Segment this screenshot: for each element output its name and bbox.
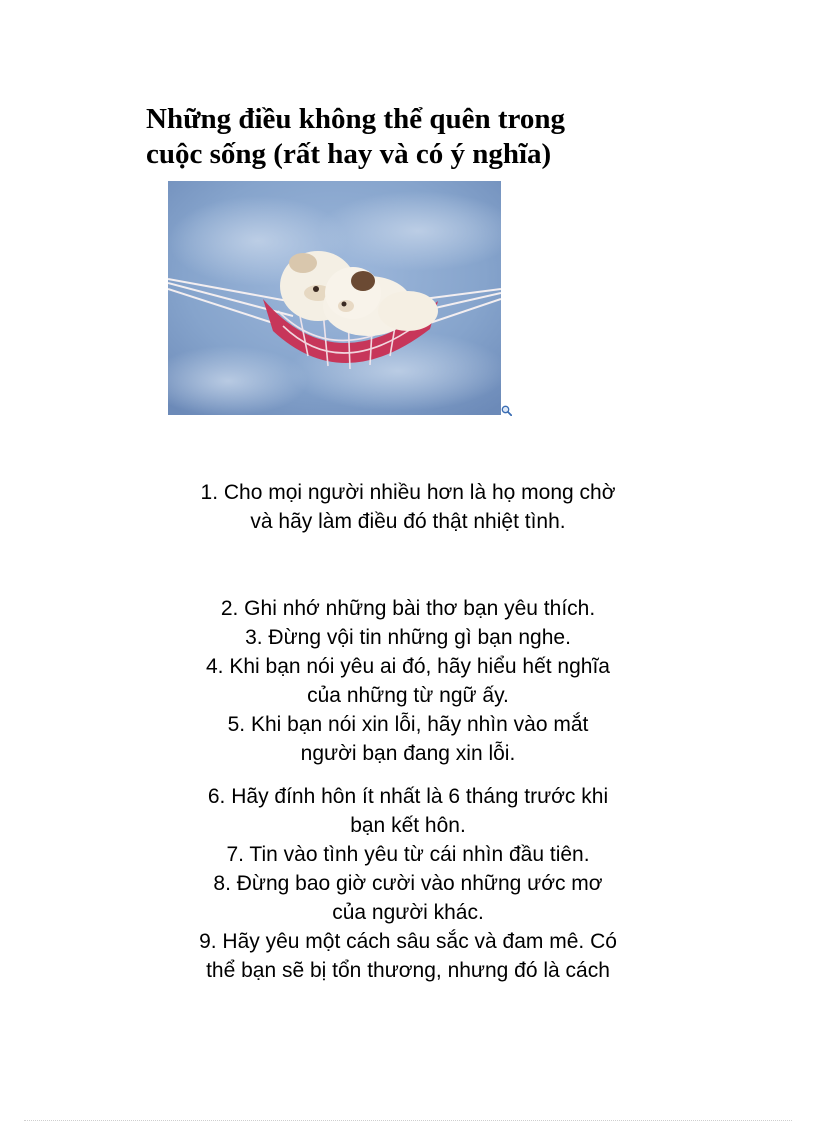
magnifier-icon[interactable] — [501, 403, 512, 414]
list-item-line: thể bạn sẽ bị tổn thương, nhưng đó là cách — [206, 959, 610, 982]
list-item-line: 3. Đừng vội tin những gì bạn nghe. — [245, 626, 571, 649]
list-item-line: 1. Cho mọi người nhiều hơn là họ mong chờ — [200, 481, 616, 504]
list-item-line: 7. Tin vào tình yêu từ cái nhìn đầu tiên. — [226, 843, 590, 866]
list-item — [150, 623, 666, 652]
list-item — [150, 927, 666, 985]
list-item-line: và hãy làm điều đó thật nhiệt tình. — [250, 510, 566, 533]
advice-list — [150, 478, 666, 985]
puppies-hammock-photo[interactable] — [168, 181, 501, 415]
spacer — [150, 536, 666, 594]
list-item-line: 4. Khi bạn nói yêu ai đó, hãy hiểu hết nghĩa — [206, 655, 610, 678]
list-item-line: bạn kết hôn. — [350, 814, 466, 837]
title-line-2: cuộc sống (rất hay và có ý nghĩa) — [146, 138, 552, 170]
list-item-line: của người khác. — [332, 901, 484, 924]
list-item — [150, 478, 666, 536]
list-item-line: 5. Khi bạn nói xin lỗi, hãy nhìn vào mắt — [227, 713, 589, 736]
list-item-line: 2. Ghi nhớ những bài thơ bạn yêu thích. — [220, 597, 596, 620]
list-item — [150, 594, 666, 623]
title-line-1: Những điều không thể quên trong — [146, 103, 565, 135]
list-item-line: 8. Đừng bao giờ cười vào những ước mơ — [213, 872, 603, 895]
page-title — [146, 102, 666, 172]
list-item — [150, 782, 666, 840]
list-item — [150, 869, 666, 927]
page-bottom-border — [24, 1120, 792, 1121]
spacer — [150, 768, 666, 782]
list-item — [150, 652, 666, 710]
list-item-line: 6. Hãy đính hôn ít nhất là 6 tháng trước khi — [207, 785, 609, 808]
list-item — [150, 710, 666, 768]
list-item — [150, 840, 666, 869]
list-item-line: người bạn đang xin lỗi. — [300, 742, 516, 765]
list-item-line: 9. Hãy yêu một cách sâu sắc và đam mê. Có — [199, 930, 617, 953]
list-item-line: của những từ ngữ ấy. — [307, 684, 509, 707]
